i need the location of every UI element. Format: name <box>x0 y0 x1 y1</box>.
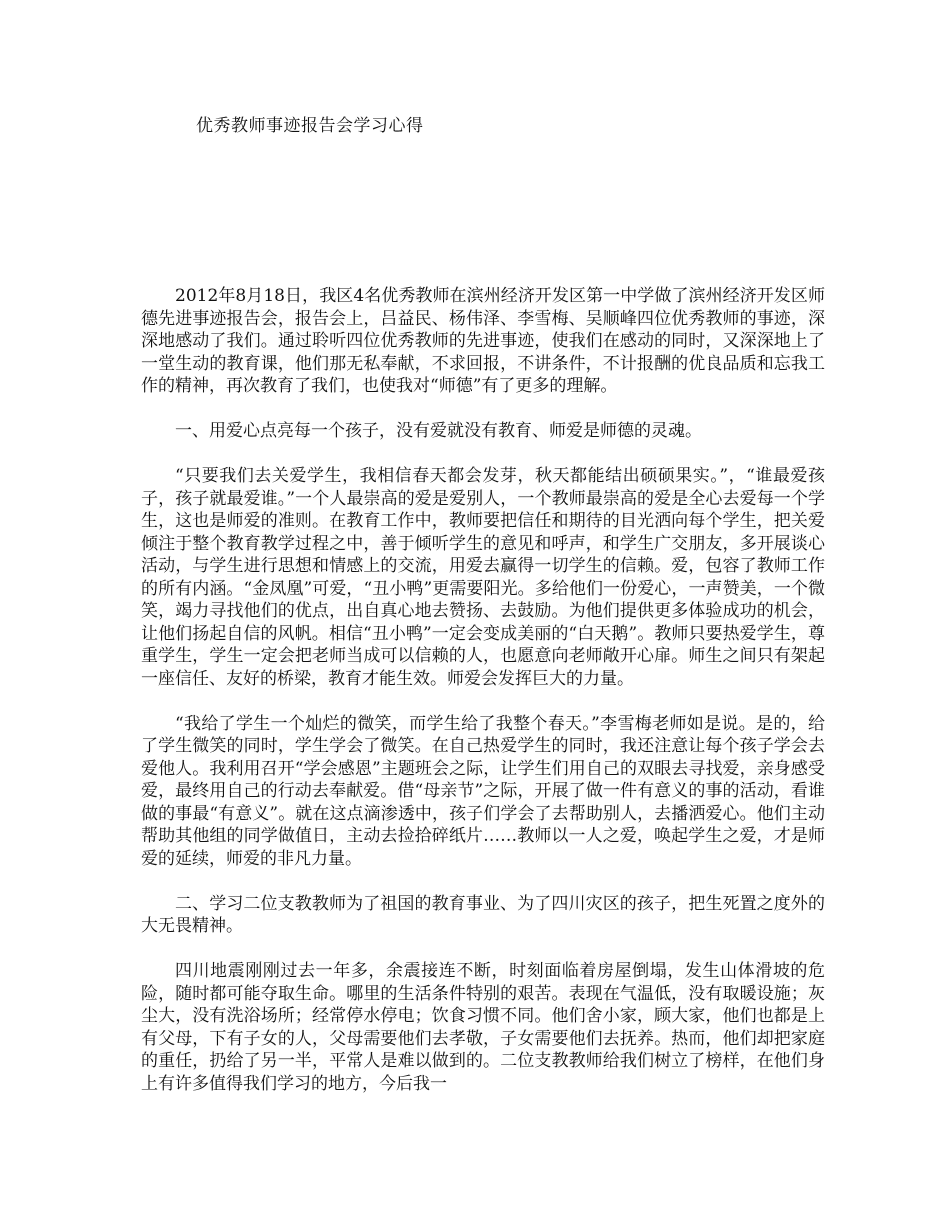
document-title: 优秀教师事迹报告会学习心得 <box>196 116 424 136</box>
section-heading-2: 二、学习二位支教教师为了祖国的教育事业、为了四川灾区的孩子，把生死置之度外的大无畏精神。 <box>141 893 825 936</box>
paragraph-smile: “我给了学生一个灿烂的微笑，而学生给了我整个春天。”李雪梅老师如是说。是的，给了学生微笑的同时，学生学会了微笑。在自己热爱学生的同时，我还注意让每个孩子学会去爱他人。我利用召开“学会感恩”主题班会之际，让学生们用自己的双眼去寻找爱，亲身感受爱，最终用自己的行动去奉献爱。借“母亲节”之际，开展了做一件有意义的事的活动，看谁做的事最“有意义”。就在这点滴渗透中，孩子们学会了去帮助别人，去播洒爱心。他们主动帮助其他组的同学做值日，主动去捡拾碎纸片……教师以一人之爱，唤起学生之爱，才是师爱的延续，师爱的非凡力量。 <box>141 713 825 869</box>
document-body <box>141 285 825 1118</box>
paragraph-sichuan: 四川地震刚刚过去一年多，余震接连不断，时刻面临着房屋倒塌，发生山体滑坡的危险，随时都可能夺取生命。哪里的生活条件特别的艰苦。表现在气温低，没有取暖设施；灰尘大，没有洗浴场所；经常停水停电；饮食习惯不同。他们舍小家，顾大家，他们也都是上有父母，下有子女的人，父母需要他们去孝敬，子女需要他们去抚养。热而，他们却把家庭的重任，扔给了另一半，平常人是难以做到的。二位支教教师给我们树立了榜样，在他们身上有许多值得我们学习的地方，今后我一 <box>141 961 825 1094</box>
paragraph-love: “只要我们去关爱学生，我相信春天都会发芽，秋天都能结出硕硕果实。”，“谁最爱孩子，孩子就最爱谁。”一个人最崇高的爱是爱别人，一个教师最崇高的爱是全心去爱每一个学生，这也是师爱的准则。在教育工作中，教师要把信任和期待的目光洒向每个学生，把关爱倾注于整个教育教学过程之中，善于倾听学生的意见和呼声，和学生广交朋友，多开展谈心活动，与学生进行思想和情感上的交流，用爱去赢得一切学生的信赖。爱，包容了教师工作的所有内涵。“金凤凰”可爱，“丑小鸭”更需要阳光。多给他们一份爱心，一声赞美，一个微笑，竭力寻找他们的优点，出自真心地去赞扬、去鼓励。为他们提供更多体验成功的机会，让他们扬起自信的风帆。相信“丑小鸭”一定会变成美丽的“白天鹅”。教师只要热爱学生，尊重学生，学生一定会把老师当成可以信赖的人，也愿意向老师敞开心扉。师生之间只有架起一座信任、友好的桥梁，教育才能生效。师爱会发挥巨大的力量。 <box>141 466 825 689</box>
section-heading-1: 一、用爱心点亮每一个孩子，没有爱就没有教育、师爱是师德的灵魂。 <box>175 421 702 441</box>
paragraph-intro: 2012年8月18日，我区4名优秀教师在滨州经济开发区第一中学做了滨州经济开发区师德先进事迹报告会，报告会上，吕益民、杨伟泽、李雪梅、吴顺峰四位优秀教师的事迹，深深地感动了我们。通过聆听四位优秀教师的先进事迹，使我们在感动的同时，又深深地上了一堂生动的教育课，他们那无私奉献，不求回报，不讲条件，不计报酬的优良品质和忘我工作的精神，再次教育了我们，也使我对“师德”有了更多的理解。 <box>141 286 825 396</box>
